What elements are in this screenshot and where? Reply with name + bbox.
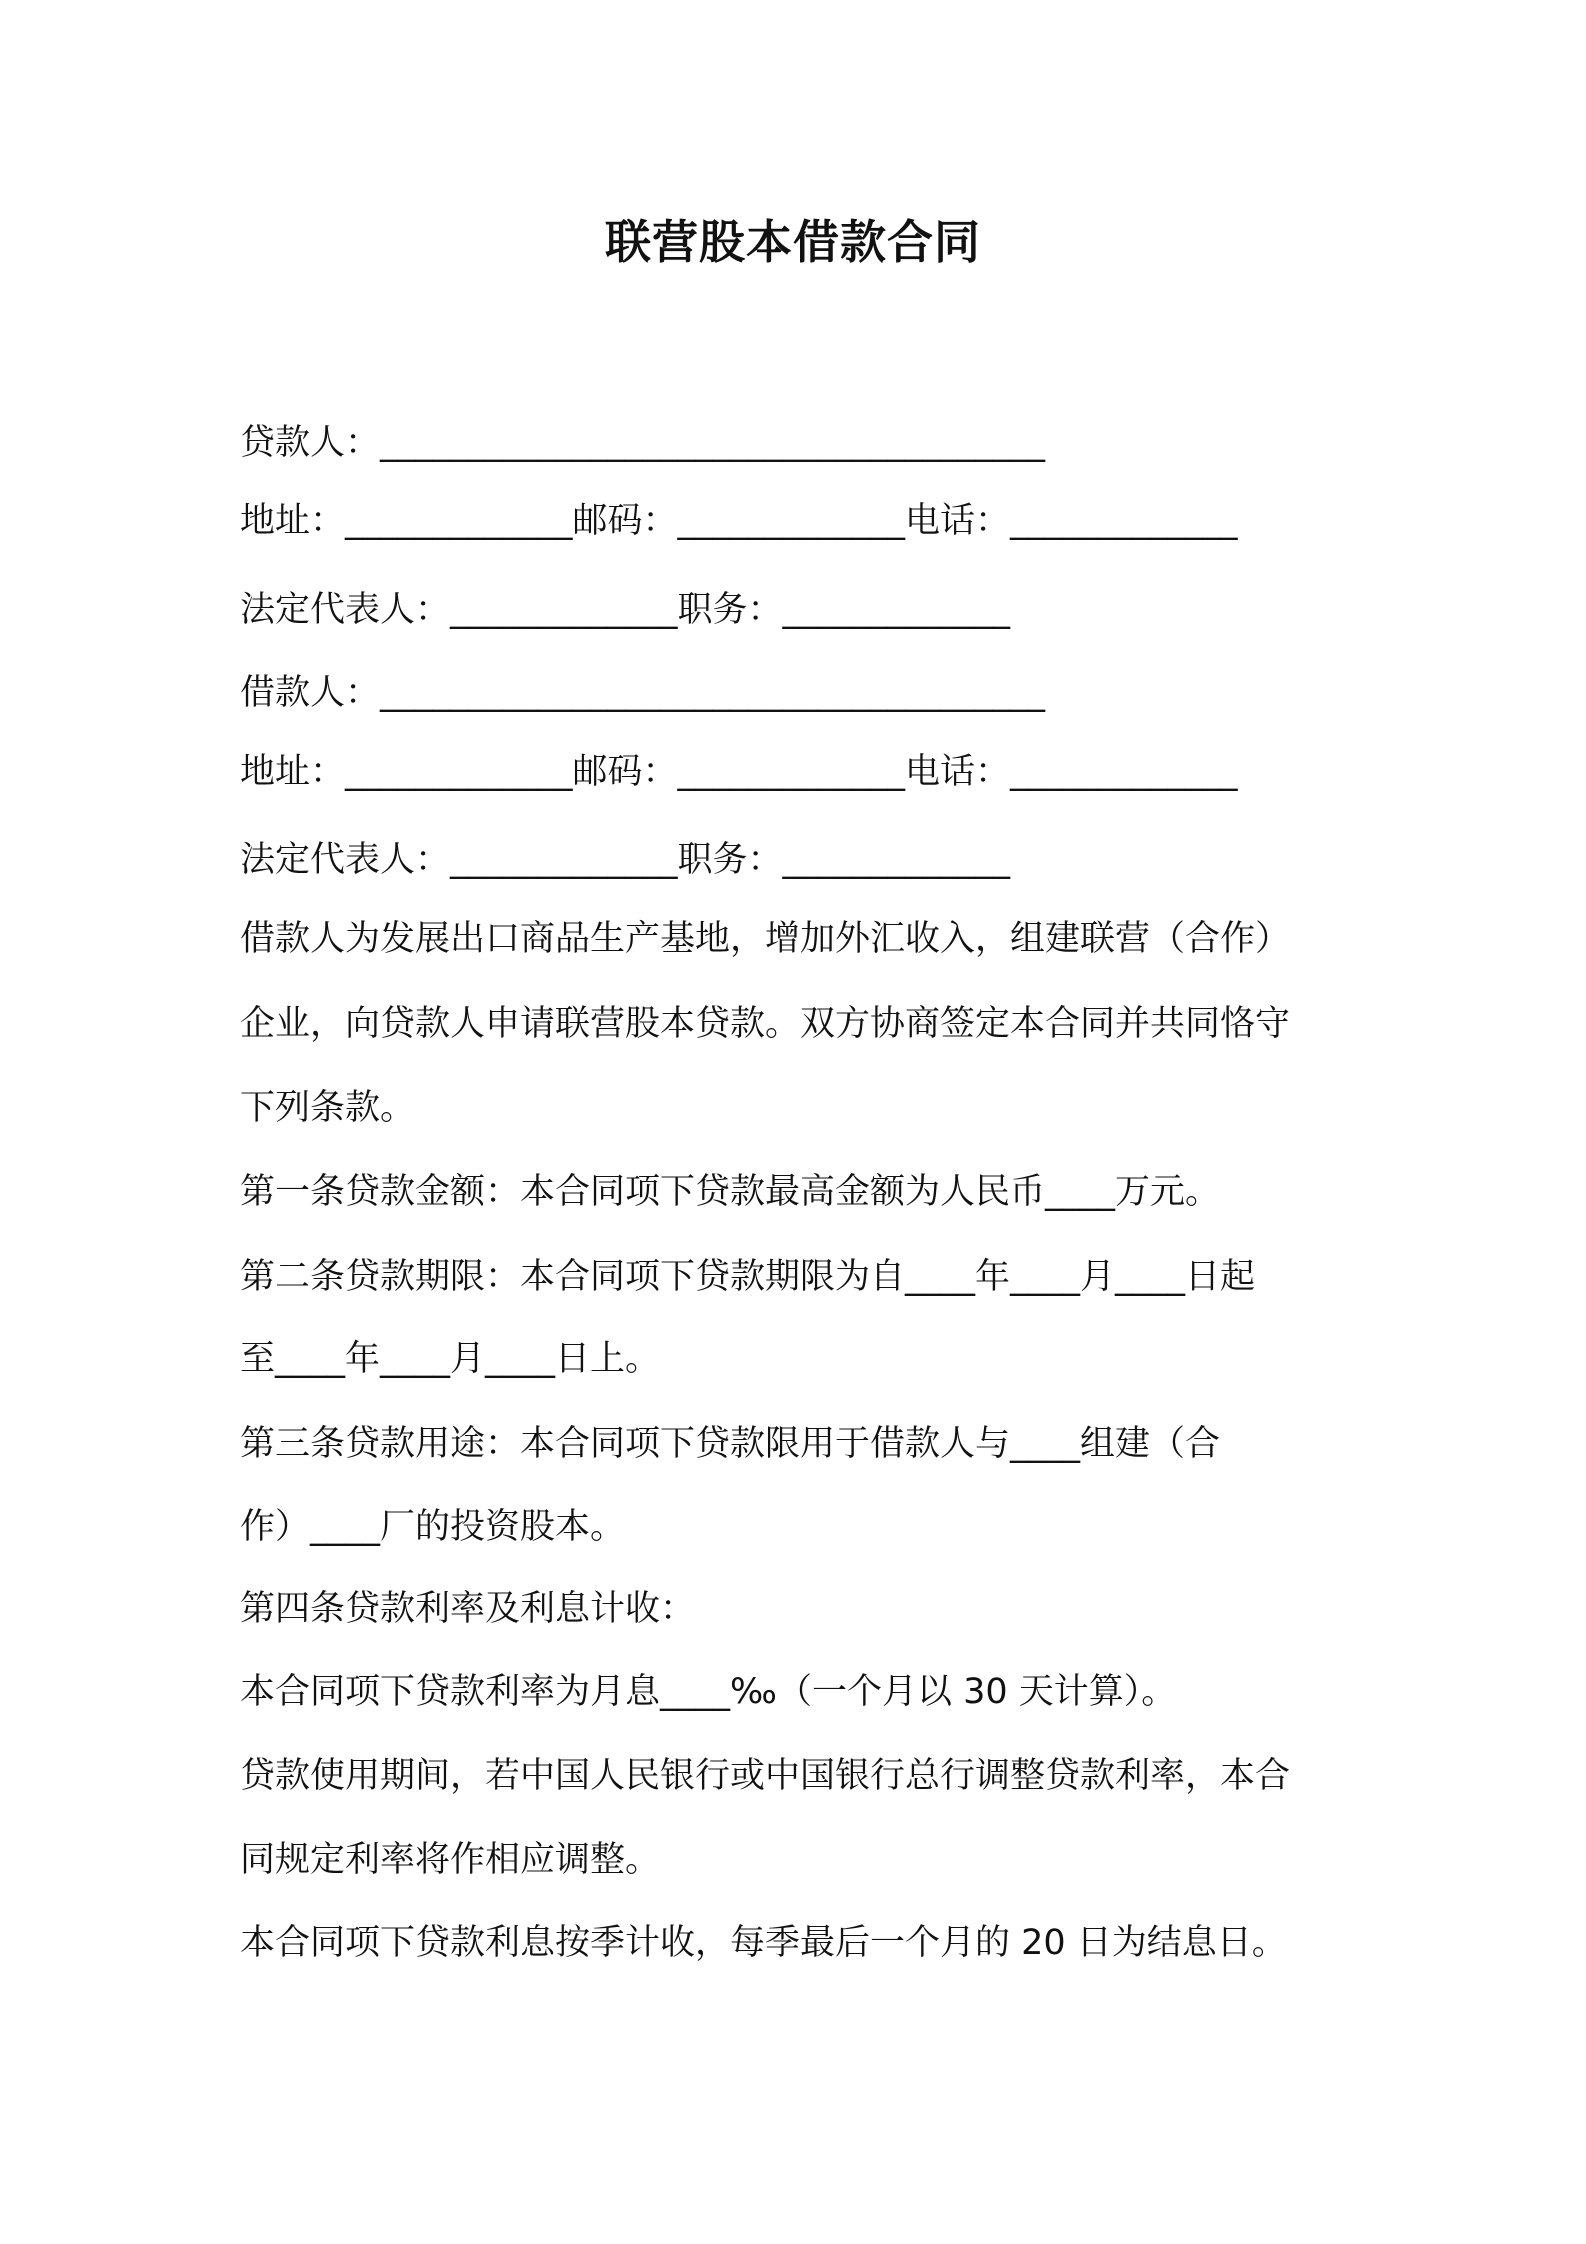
- borrower-address-line: 地址：_____________邮码：_____________电话：_____________: [240, 752, 1238, 792]
- document-title: 联营股本借款合同: [605, 215, 981, 269]
- article-3-line-2: 作）____厂的投资股本。: [240, 1507, 626, 1547]
- article-2-line-1: 第二条贷款期限：本合同项下贷款期限为自____年____月____日起: [240, 1257, 1256, 1297]
- preamble-line-3: 下列条款。: [240, 1088, 416, 1128]
- article-4-heading: 第四条贷款利率及利息计收：: [240, 1589, 696, 1629]
- article-1-line: 第一条贷款金额：本合同项下贷款最高金额为人民币____万元。: [240, 1172, 1221, 1212]
- lender-name-line: 贷款人：______________________________________: [240, 423, 1046, 463]
- article-4-adjust-line-1: 贷款使用期间，若中国人民银行或中国银行总行调整贷款利率，本合: [240, 1756, 1291, 1796]
- lender-representative-line: 法定代表人：_____________职务：_____________: [240, 590, 1011, 630]
- article-2-line-2: 至____年____月____日上。: [240, 1339, 661, 1379]
- preamble-line-2: 企业，向贷款人申请联营股本贷款。双方协商签定本合同并共同恪守: [240, 1004, 1291, 1044]
- lender-address-line: 地址：_____________邮码：_____________电话：_____________: [240, 501, 1238, 541]
- article-3-line-1: 第三条贷款用途：本合同项下贷款限用于借款人与____组建（合: [240, 1424, 1221, 1464]
- article-4-adjust-line-2: 同规定利率将作相应调整。: [240, 1840, 661, 1880]
- borrower-name-line: 借款人：______________________________________: [240, 673, 1046, 713]
- preamble-line-1: 借款人为发展出口商品生产基地，增加外汇收入，组建联营（合作）: [240, 919, 1291, 959]
- article-4-rate-line: 本合同项下贷款利率为月息____‰（一个月以 30 天计算）。: [240, 1672, 1177, 1712]
- article-4-interest-line: 本合同项下贷款利息按季计收，每季最后一个月的 20 日为结息日。: [240, 1923, 1287, 1963]
- borrower-representative-line: 法定代表人：_____________职务：_____________: [240, 840, 1011, 880]
